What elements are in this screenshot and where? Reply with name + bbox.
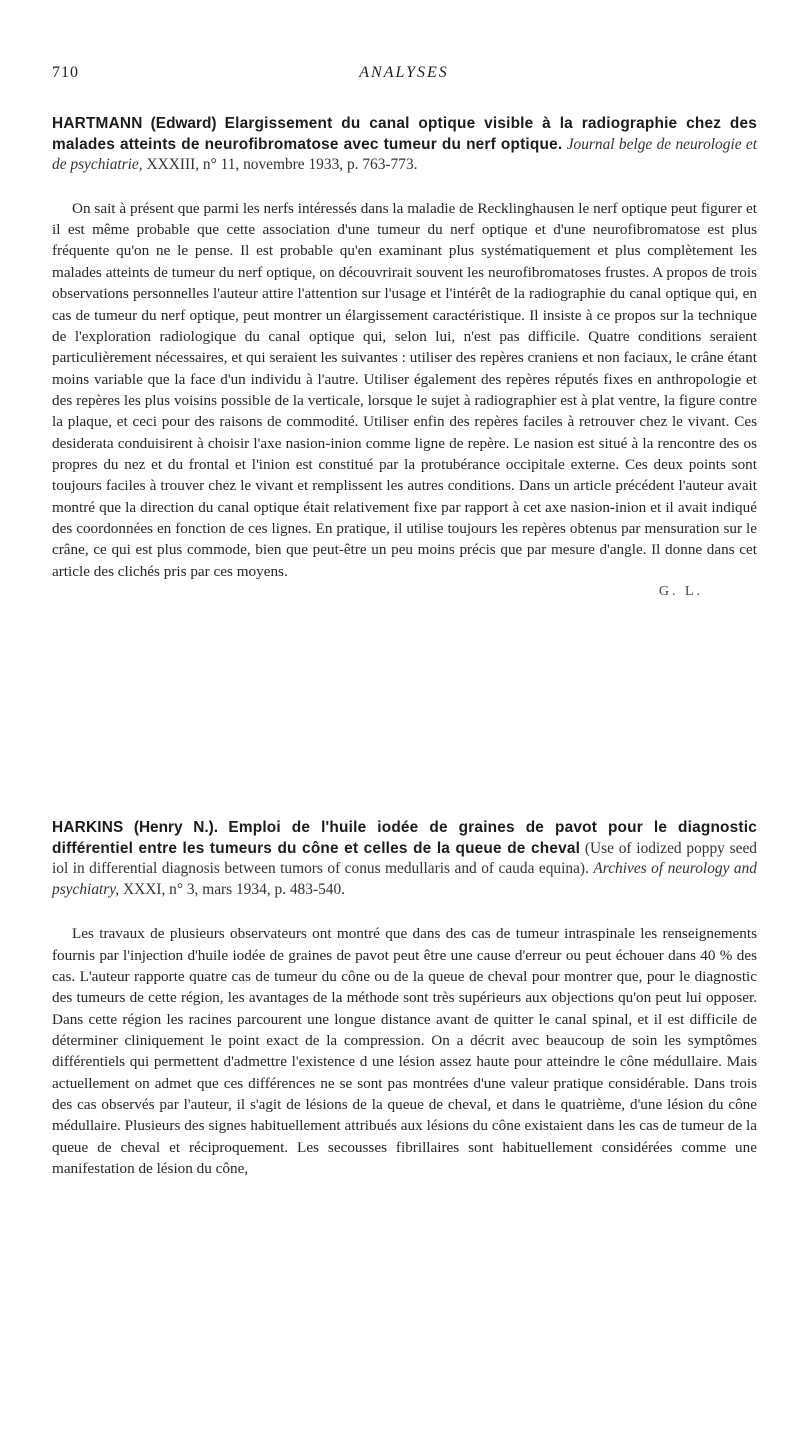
running-head [52, 64, 756, 88]
abstract-hartmann [52, 114, 757, 600]
journal-reference: XXXI, n° 3, mars 1934, p. 483-540. [122, 880, 345, 898]
journal-reference: XXXIII, n° 11, novembre 1933, p. 763-773. [146, 156, 418, 174]
author-name: HARKINS [52, 819, 124, 836]
journal-name: Journal belge de neurologie et de psychiatrie, [52, 135, 757, 174]
author-name: HARTMANN [52, 115, 143, 132]
reviewer-signature: G. L. [658, 583, 703, 599]
abstract-body: On sait à présent que parmi les nerfs intéressés dans la maladie de Recklinghausen le nerf optique peut figurer et il est même probable que cette association d'une tumeur du nerf optique et d'une neurofibromatose est plus fréquente qu'on ne le pense. Il est probable qu'en examinant plus systématiquement et plus complètement les malades atteints de tumeur du nerf optique, on découvrirait souvent les neurofibromatoses frustes. A propos de trois observations personnelles l'auteur attire l'attention sur l'usage et l'intérêt de la radiographie du canal optique qui, en cas de tumeur du nerf optique, peut montrer un élargissement caractéristique. Il insiste à ce propos sur la technique de l'exploration radiologique du canal optique qui, selon lui, n'est pas difficile. Quatre conditions seraient particulièrement nécessaires, et qui seraient les suivantes : utiliser des repères craniens et non faciaux, le crâne étant moins variable que la face d'un individu à l'autre. Utiliser également des repères réputés fixes en anthropologie et des repères les plus voisins possible de la verticale, lorsque le sujet à radiographier est à plat ventre, la figure contre la plaque, et ceci pour des raisons de commodité. Utiliser enfin des repères faciles à retrouver chez le vivant. Ces desiderata conduisirent à choisir l'axe nasion-inion comme ligne de repère. Le nasion est situé à la rencontre des os propres du nez et du frontal et l'inion est constitué par la protubérance occipitale externe. Ces deux points sont toujours faciles à trouver chez le vivant et remplissent les autres conditions. Dans un article précédent l'auteur avait montré que la direction du canal optique était relativement fixe par rapport à cet axe nasion-inion et il avait indiqué des coordonnées en fonction de ces lignes. En pratique, il utilise toujours les repères obtenus par mensuration sur le crâne, ce qui est plus commode, bien que peut-être un peu moins précis que par mesure d'angle. Il donne dans cet article des clichés pris par ces moyens. [52, 199, 757, 580]
abstract-body: Les travaux de plusieurs observateurs ont montré que dans des cas de tumeur intraspinale les renseignements fournis par l'injection d'huile iodée de graines de pavot peut être une cause d'erreur ou peut échouer dans 40 % des cas. L'auteur rapporte quatre cas de tumeur du cône ou de la queue de cheval pour montrer que, pour le diagnostic des tumeurs de cette région, les avantages de la méthode sont très supérieurs aux objections qu'on peut lui opposer. Dans cette région les racines parcourent une longue distance avant de quitter le canal spinal, et il est difficile de déterminer cliniquement le point exact de la compression. On a décrit avec beaucoup de soin les symptômes différentiels qui permettent d'admettre l'existence d une lésion assez haute pour atteindre le cône médullaire. Mais actuellement on admet que ces différences ne se sont pas montrées d'une valeur pratique considérable. Dans trois des cas observés par l'auteur, il s'agit de lésions de la queue de cheval, et dans le quatrième, d'une lésion du cône médullaire. Plusieurs des signes habituellement attribués aux lésions du cône existaient dans les cas de tumeur de la queue de cheval et réciproquement. Les secousses fibrillaires sont habituellement considérées comme une manifestation de lésion du cône, [52, 925, 757, 1178]
original-title: (Use of iodized poppy seed iol in differential diagnosis between tumors of conus medullaris and of cauda equina). [52, 839, 757, 878]
article-title: Emploi de l'huile iodée de graines de pavot pour le diagnostic différentiel entre les tumeurs du cône et celles de la queue de cheval [52, 819, 757, 857]
abstract-heading [52, 818, 757, 900]
author-firstname: (Edward) [150, 115, 217, 132]
article-title: Elargissement du canal optique visible à la radiographie chez des malades atteints de neurofibromatose avec tumeur du nerf optique. [52, 115, 757, 153]
abstract-harkins [52, 818, 757, 1180]
page-number: 710 [52, 64, 79, 81]
abstract-heading [52, 114, 757, 176]
journal-name: Archives of neurology and psychiatry, [52, 860, 757, 898]
author-firstname: (Henry N.). [133, 819, 219, 836]
section-title: ANALYSES [359, 64, 449, 81]
